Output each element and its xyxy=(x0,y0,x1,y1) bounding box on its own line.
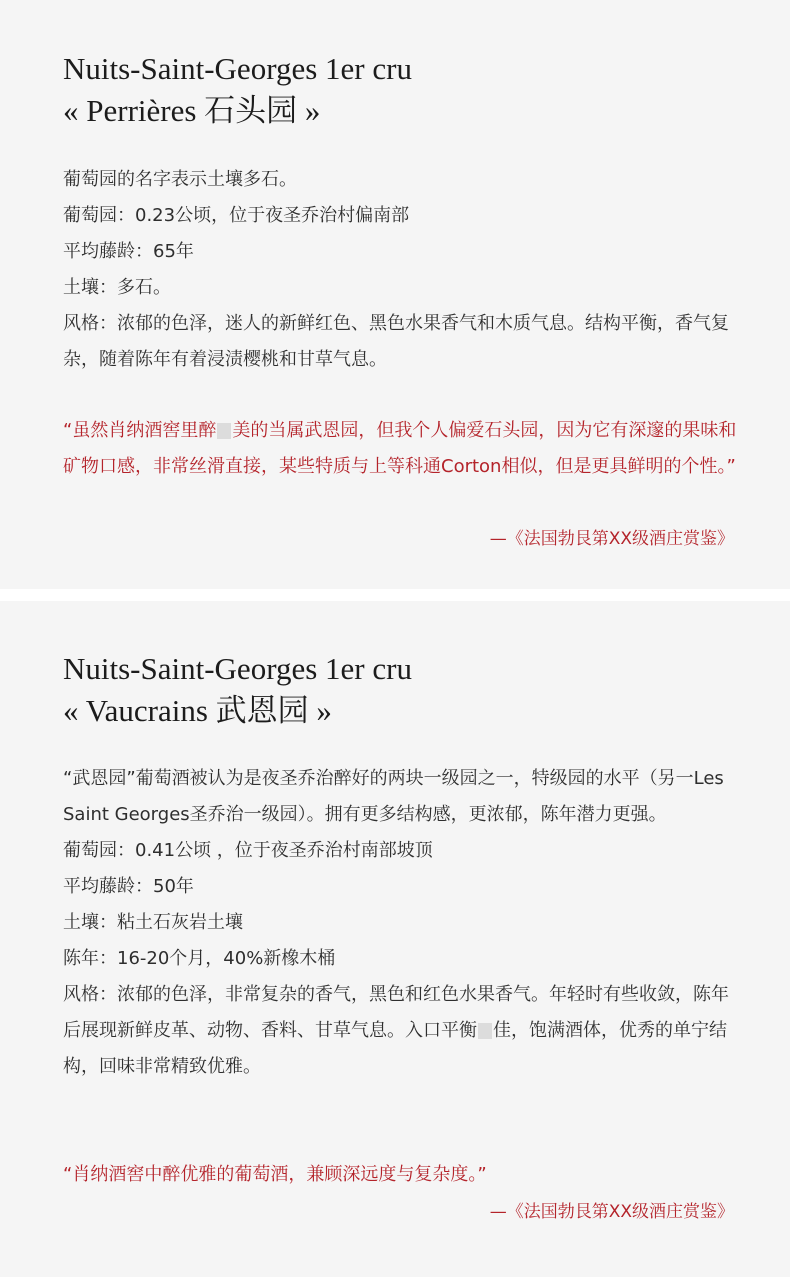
quote-text-end: 美的当属武恩园，但我个人偏爱石头园，因为它有深邃的果味和矿物口感，非常丝滑直接，某些特质与上等科通Corton相似，但是更具鲜明的个性。” xyxy=(63,420,737,477)
quote-attribution: —《法国勃艮第XX级酒庄赏鉴》 xyxy=(489,1202,734,1222)
description-aging: 陈年：16-20个月，40%新橡木桶 xyxy=(63,948,336,969)
description-soil: 土壤：多石。 xyxy=(63,277,171,298)
description-vine-age: 平均藤龄：50年 xyxy=(63,876,194,897)
description-style: 风格：浓郁的色泽，迷人的新鲜红色、黑色水果香气和木质气息。结构平衡，香气复杂，随着陈年有着浸渍樱桃和甘草气息。 xyxy=(63,313,729,370)
title-line-vineyard: « Perrières 石头园 » xyxy=(63,93,321,128)
redacted-mark xyxy=(478,1023,492,1039)
title-line-vineyard: « Vaucrains 武恩园 » xyxy=(63,693,332,728)
quote-text-start: “虽然肖纳酒窖里醉 xyxy=(63,420,217,441)
description-area: 葡萄园：0.41公顷 ，位于夜圣乔治村南部坡顶 xyxy=(63,840,433,861)
redacted-mark xyxy=(217,423,231,439)
description-intro: “武恩园”葡萄酒被认为是夜圣乔治醉好的两块一级园之一，特级园的水平（另一Les Saint Georges圣乔治一级园）。拥有更多结构感，更浓郁，陈年潜力更强。 xyxy=(63,768,724,825)
critic-quote xyxy=(63,413,743,485)
style-text-start: 风格：浓郁的色泽，非常复杂的香气，黑色和红色水果香气。年轻时有些收敛，陈年后展现新鲜皮革、动物、香料、甘草气息。入口平衡 xyxy=(63,984,729,1041)
critic-quote: “肖纳酒窖中醉优雅的葡萄酒，兼顾深远度与复杂度。” xyxy=(63,1164,487,1185)
vineyard-description xyxy=(63,761,743,1085)
description-style xyxy=(63,977,743,1085)
vineyard-title xyxy=(63,648,412,732)
title-line-appellation: Nuits-Saint-Georges 1er cru xyxy=(63,651,412,686)
quote-attribution: —《法国勃艮第XX级酒庄赏鉴》 xyxy=(489,529,734,549)
description-area: 葡萄园：0.23公顷，位于夜圣乔治村偏南部 xyxy=(63,205,410,226)
description-soil: 土壤：粘土石灰岩土壤 xyxy=(63,912,243,933)
vineyard-title xyxy=(63,48,412,132)
vineyard-card-vaucrains xyxy=(0,601,790,1277)
title-line-appellation: Nuits-Saint-Georges 1er cru xyxy=(63,51,412,86)
vineyard-description xyxy=(63,162,743,378)
vineyard-card-perrieres xyxy=(0,0,790,589)
description-intro: 葡萄园的名字表示土壤多石。 xyxy=(63,169,297,190)
style-text-end: 佳，饱满酒体，优秀的单宁结构，回味非常精致优雅。 xyxy=(63,1020,727,1077)
description-vine-age: 平均藤龄：65年 xyxy=(63,241,194,262)
